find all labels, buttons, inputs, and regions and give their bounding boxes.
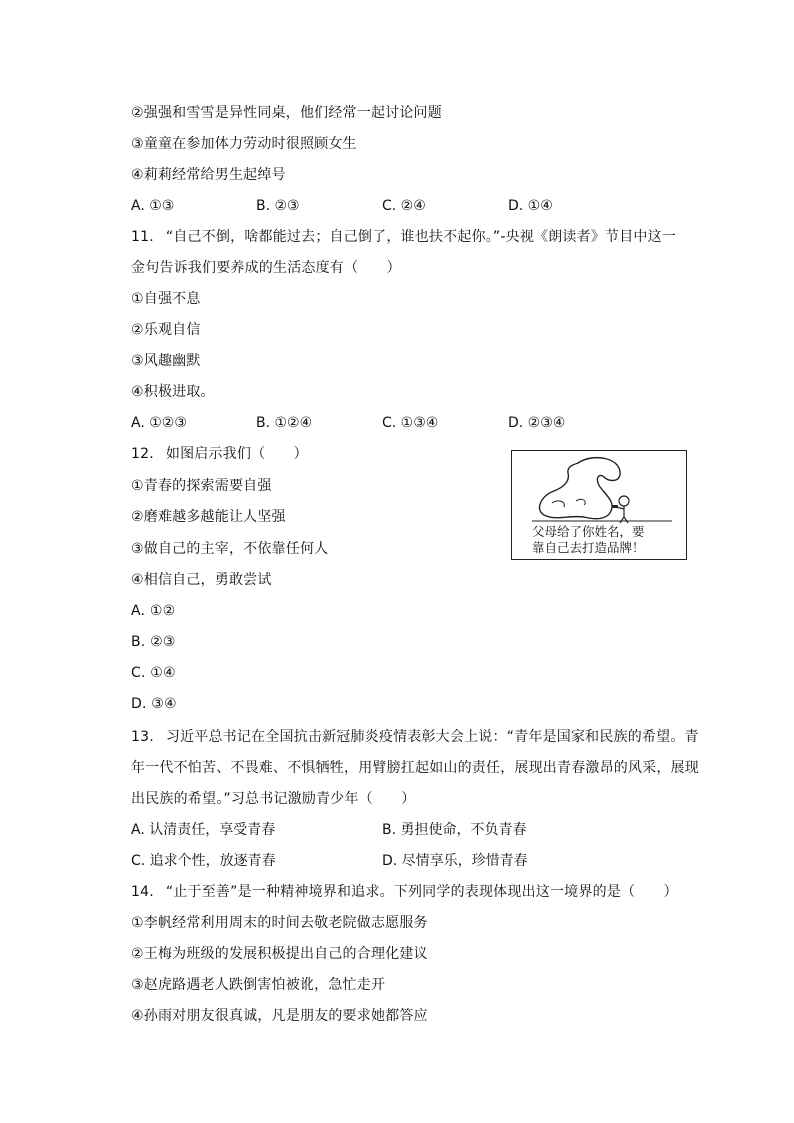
q12-item-4: ④相信自己，勇敢尝试 — [131, 572, 272, 588]
q13-option-d: D. 尽情享乐，珍惜青春 — [382, 853, 528, 869]
cartoon-caption — [532, 524, 645, 556]
q14-stem — [131, 882, 678, 902]
q11-option-d: D. ②③④ — [508, 415, 566, 431]
q13-option-a: A. 认清责任，享受青春 — [131, 822, 276, 838]
q10-option-b: B. ②③ — [256, 198, 300, 214]
q11-stem — [131, 227, 676, 247]
q11-option-a: A. ①②③ — [131, 415, 187, 431]
q13-option-b: B. 勇担使命，不负青春 — [382, 822, 527, 838]
q12-item-2: ②磨难越多越能让人坚强 — [131, 509, 286, 525]
q12-option-b: B. ②③ — [131, 634, 176, 650]
q13-number: 13. — [131, 729, 154, 745]
q11-item-1: ①自强不息 — [131, 291, 201, 307]
q12-number: 12. — [131, 446, 154, 462]
q14-item-3: ③赵虎路遇老人跌倒害怕被讹，急忙走开 — [131, 977, 386, 993]
q14-item-4: ④孙雨对朋友很真诚，凡是朋友的要求她都答应 — [131, 1008, 428, 1024]
q10-option-a: A. ①③ — [131, 198, 175, 214]
q13-stem — [131, 727, 699, 747]
q13-stem-line2: 年一代不怕苦、不畏难、不惧牺牲，用臂膀扛起如山的责任，展现出青春激昂的风采，展现 — [131, 760, 699, 776]
q11-number: 11. — [131, 229, 154, 245]
q12-item-1: ①青春的探索需要自强 — [131, 478, 272, 494]
q14-number: 14. — [131, 884, 154, 900]
q10-item-3: ③童童在参加体力劳动时很照顾女生 — [131, 136, 357, 152]
q11-option-c: C. ①③④ — [382, 415, 439, 431]
q11-item-2: ②乐观自信 — [131, 322, 201, 338]
q11-stem-line2: 金句告诉我们要养成的生活态度有（ ） — [131, 260, 401, 276]
q11-item-3: ③风趣幽默 — [131, 353, 201, 369]
q12-stem-text: 如图启示我们（ ） — [165, 446, 308, 462]
cartoon-figure — [511, 450, 687, 560]
q13-option-c: C. 追求个性，放逐青春 — [131, 853, 276, 869]
cartoon-caption-line2: 靠自己去打造品牌！ — [532, 540, 645, 555]
q14-stem-text: “止于至善”是一种精神境界和追求。下列同学的表现体现出这一境界的是（ ） — [165, 884, 678, 900]
q13-stem-line3: 出民族的希望。”习总书记激励青少年（ ） — [131, 791, 416, 807]
q11-item-4: ④积极进取。 — [131, 384, 215, 400]
q12-option-a: A. ①② — [131, 603, 176, 619]
cartoon-caption-line1: 父母给了你姓名，要 — [532, 524, 645, 539]
q10-option-c: C. ②④ — [382, 198, 426, 214]
q13-stem-line1: 习近平总书记在全国抗击新冠肺炎疫情表彰大会上说：“青年是国家和民族的希望。青 — [165, 729, 699, 745]
q10-item-4: ④莉莉经常给男生起绰号 — [131, 167, 286, 183]
q12-option-c: C. ①④ — [131, 665, 176, 681]
q14-item-2: ②王梅为班级的发展积极提出自己的合理化建议 — [131, 946, 428, 962]
q10-option-d: D. ①④ — [508, 198, 553, 214]
q12-item-3: ③做自己的主宰，不依靠任何人 — [131, 541, 329, 557]
q11-option-b: B. ①②④ — [256, 415, 313, 431]
q12-option-d: D. ③④ — [131, 696, 177, 712]
q10-item-2: ②强强和雪雪是异性同桌，他们经常一起讨论问题 — [131, 105, 442, 121]
q11-stem-line1: “自己不倒，啥都能过去；自己倒了，谁也扶不起你。”-央视《朗读者》节目中这一 — [165, 229, 677, 245]
q12-stem — [131, 444, 308, 464]
q14-item-1: ①李帆经常利用周末的时间去敬老院做志愿服务 — [131, 915, 428, 931]
